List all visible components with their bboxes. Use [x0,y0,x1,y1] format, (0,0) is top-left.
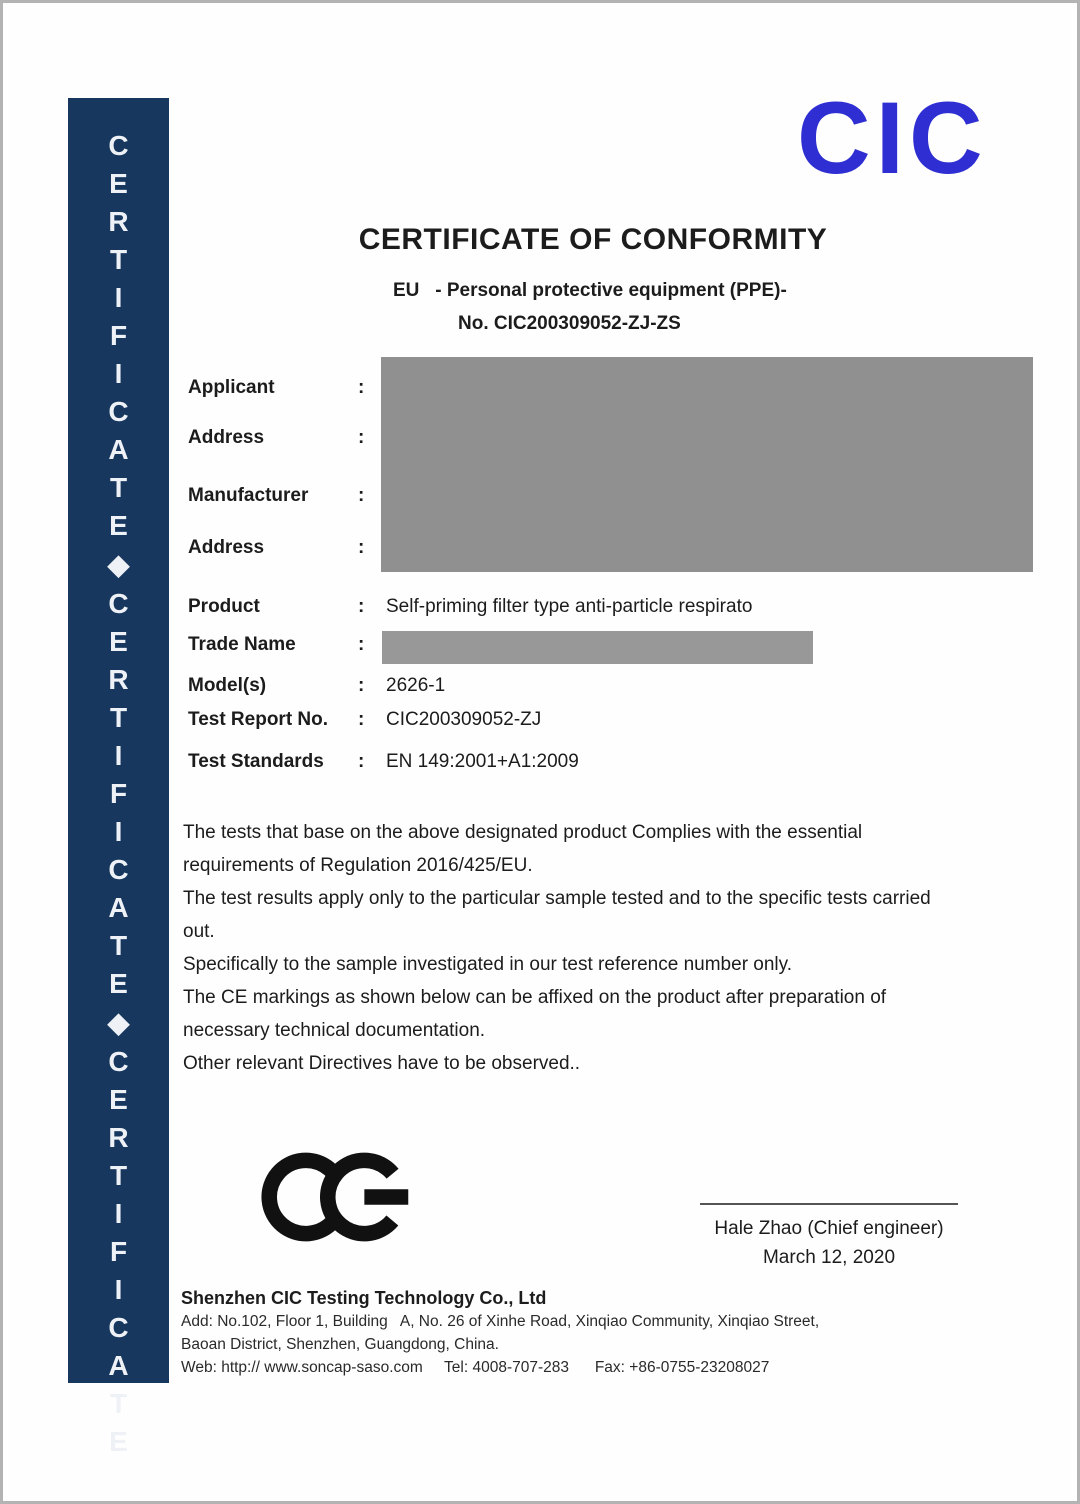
field-label: Address [188,537,265,558]
field-label: Address [188,427,265,448]
field-label: Test Standards [188,751,324,772]
field-colon: : [358,427,365,448]
field-colon: : [358,377,365,398]
issuer-footer [181,1286,1011,1379]
field-row-applicant [188,376,1008,400]
footer-company-name: Shenzhen CIC Testing Technology Co., Ltd [181,1288,547,1308]
page-title: CERTIFICATE OF CONFORMITY [358,223,828,256]
body-line: out. [183,921,215,942]
body-line: The CE markings as shown below can be affixed on the product after preparation of [183,987,887,1008]
field-label: Applicant [188,377,275,398]
field-value: Self-priming filter type anti-particle respirato [386,596,753,617]
signature-block [693,1203,965,1272]
field-label: Model(s) [188,675,267,696]
field-label: Product [188,596,260,617]
field-value: EN 149:2001+A1:2009 [386,751,579,772]
field-row-product [188,595,1008,619]
field-label: Manufacturer [188,485,309,506]
footer-contact-line: Web: http:// www.soncap-saso.com Tel: 4008-707-283 Fax: +86-0755-23208027 [181,1359,770,1376]
field-row-models [188,674,1008,698]
body-line: The tests that base on the above designated product Complies with the essential [183,822,863,843]
field-row-test-report-no [188,708,1008,732]
cic-logo: CIC [797,81,988,195]
body-line: Specifically to the sample investigated in our test reference number only. [183,954,793,975]
signatory-name: Hale Zhao (Chief engineer) [714,1218,944,1239]
body-line: Other relevant Directives have to be observed.. [183,1053,581,1074]
body-line: requirements of Regulation 2016/425/EU. [183,855,533,876]
field-colon: : [358,537,365,558]
field-colon: : [358,751,365,772]
field-row-trade-name [188,633,1008,657]
body-line: necessary technical documentation. [183,1020,486,1041]
field-value: CIC200309052-ZJ [386,709,542,730]
field-label: Trade Name [188,634,296,655]
ce-mark-icon [261,1149,411,1245]
body-line: The test results apply only to the particular sample tested and to the specific tests carried [183,888,931,909]
field-colon: : [358,634,365,655]
field-row-manufacturer [188,484,1008,508]
subtitle-ppe: EU - Personal protective equipment (PPE)- [393,280,787,301]
field-colon: : [358,596,365,617]
field-row-address-2 [188,536,1008,560]
signature-line [700,1203,958,1205]
footer-address-line2: Baoan District, Shenzhen, Guangdong, China. [181,1336,499,1353]
certificate-ribbon [68,98,169,1464]
field-colon: : [358,709,365,730]
field-label: Test Report No. [188,709,329,730]
field-value: 2626-1 [386,675,446,696]
field-row-address-1 [188,426,1008,450]
certificate-number: No. CIC200309052-ZJ-ZS [458,313,681,334]
field-row-test-standards [188,750,1008,774]
footer-address-line1: Add: No.102, Floor 1, Building A, No. 26 of Xinhe Road, Xinqiao Community, Xinqiao Street, [181,1313,820,1330]
field-colon: : [358,485,365,506]
body-paragraphs [183,816,993,1080]
ribbon-vertical-text: CERTIFICATE◆CERTIFICATE◆CERTIFICATE [103,130,134,1464]
field-colon: : [358,675,365,696]
signature-date: March 12, 2020 [762,1247,896,1268]
